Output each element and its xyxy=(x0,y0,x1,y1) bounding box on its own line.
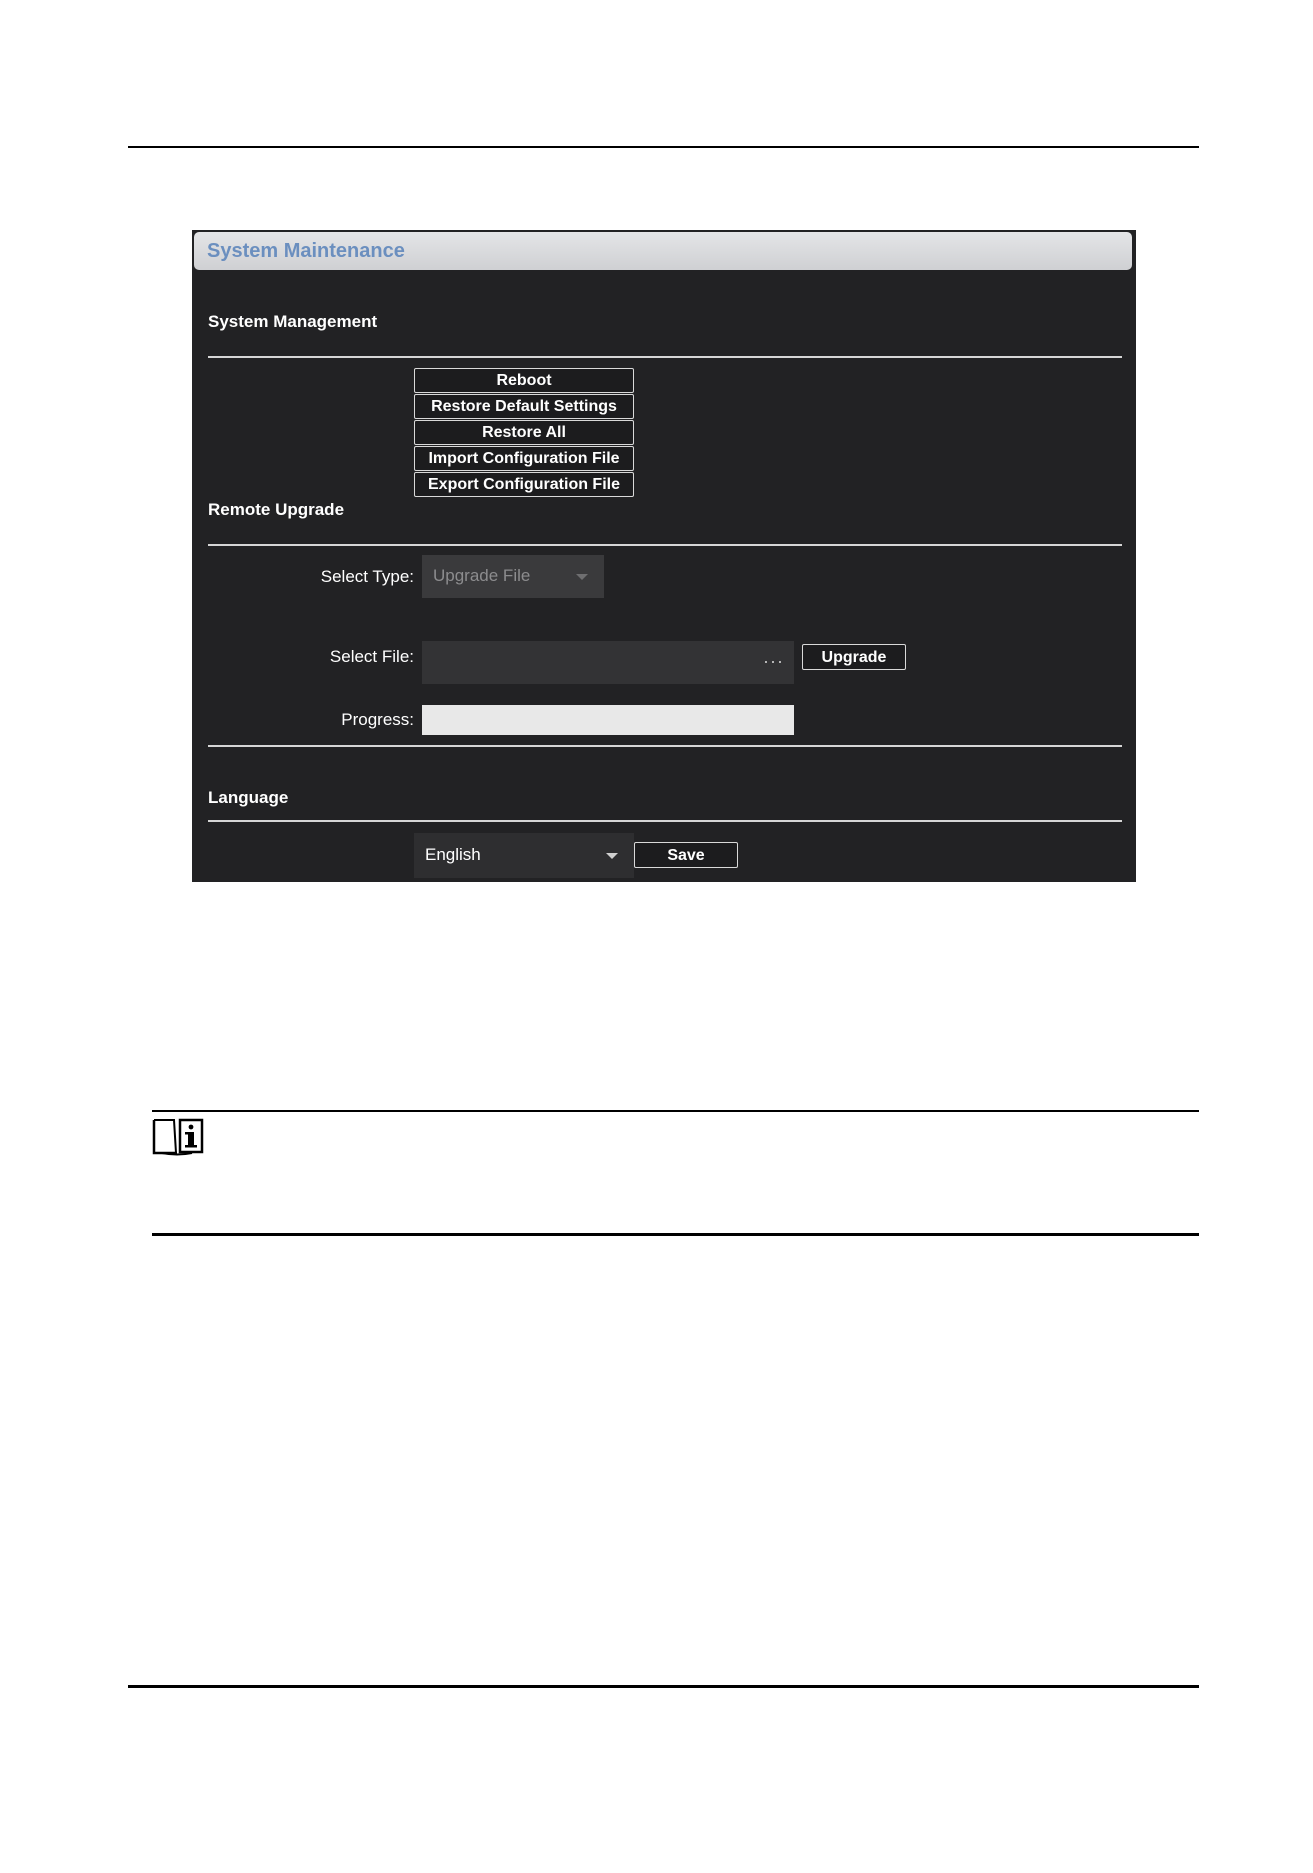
select-type-value: Upgrade File xyxy=(433,566,531,585)
chevron-down-icon xyxy=(606,853,618,859)
save-button[interactable]: Save xyxy=(634,842,738,868)
select-file-input[interactable] xyxy=(422,641,794,684)
section-title-system-management: System Management xyxy=(208,312,378,331)
select-type-dropdown[interactable] xyxy=(422,555,604,598)
note-top-rule xyxy=(152,1110,1199,1112)
info-book-icon xyxy=(152,1116,204,1156)
note-bottom-rule xyxy=(152,1233,1199,1236)
section-divider xyxy=(208,544,1122,546)
language-dropdown[interactable] xyxy=(414,833,634,878)
export-configuration-file-button[interactable]: Export Configuration File xyxy=(414,472,634,497)
header-rule xyxy=(128,146,1199,148)
reboot-button[interactable]: Reboot xyxy=(414,368,634,393)
import-configuration-file-button[interactable]: Import Configuration File xyxy=(414,446,634,471)
section-divider xyxy=(208,820,1122,822)
language-value: English xyxy=(425,845,481,864)
restore-all-button[interactable]: Restore All xyxy=(414,420,634,445)
panel-title-bar xyxy=(194,232,1132,270)
browse-ellipsis-icon[interactable]: ··· xyxy=(763,651,784,671)
upgrade-progress-bar xyxy=(422,705,794,735)
section-title-remote-upgrade: Remote Upgrade xyxy=(208,500,345,519)
panel-title: System Maintenance xyxy=(207,240,405,262)
restore-default-settings-button[interactable]: Restore Default Settings xyxy=(414,394,634,419)
section-divider xyxy=(208,356,1122,358)
footer-rule xyxy=(128,1685,1199,1688)
section-title-language: Language xyxy=(208,788,289,807)
system-maintenance-panel xyxy=(192,230,1136,882)
section-divider xyxy=(208,745,1122,747)
chevron-down-icon xyxy=(576,574,588,580)
progress-label: Progress: xyxy=(341,710,414,729)
select-type-label: Select Type: xyxy=(320,567,414,586)
upgrade-button[interactable]: Upgrade xyxy=(802,644,906,670)
select-file-label: Select File: xyxy=(329,647,414,666)
